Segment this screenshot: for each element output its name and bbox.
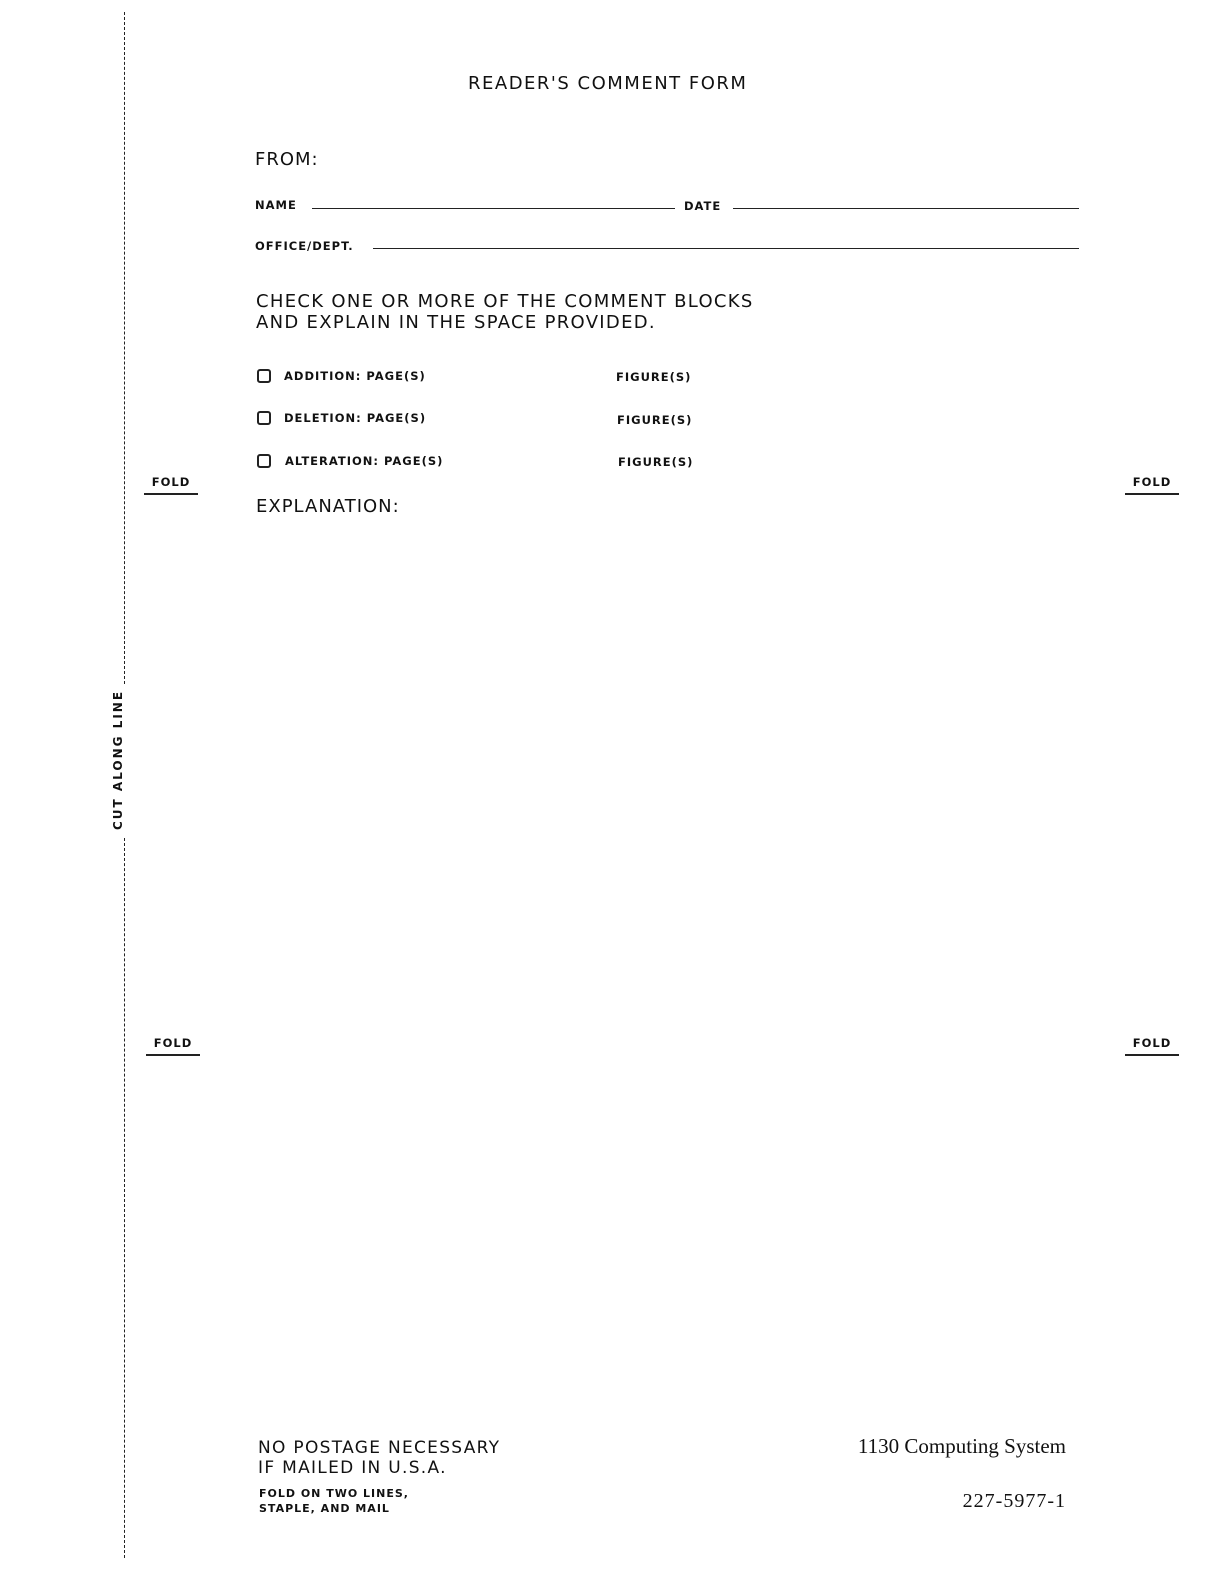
addition-checkbox[interactable] xyxy=(257,369,271,383)
office-dept-field[interactable] xyxy=(373,248,1079,249)
deletion-checkbox[interactable] xyxy=(257,411,271,425)
alteration-label: ALTERATION: PAGE(S) xyxy=(285,454,444,468)
postage-line-2: IF MAILED IN U.S.A. xyxy=(258,1458,447,1478)
alteration-figure-label: FIGURE(S) xyxy=(618,455,694,469)
fold-label: FOLD xyxy=(153,1036,193,1050)
explanation-area[interactable] xyxy=(256,530,1080,1010)
fold-rule xyxy=(1125,1054,1179,1056)
cut-line-lower xyxy=(124,838,125,1558)
deletion-figure-label: FIGURE(S) xyxy=(617,413,693,427)
fold-instructions-line-1: FOLD ON TWO LINES, xyxy=(259,1487,409,1500)
cut-line-upper xyxy=(124,12,125,684)
fold-mark-right-lower xyxy=(1125,1036,1179,1056)
from-label: FROM: xyxy=(255,149,319,170)
alteration-checkbox[interactable] xyxy=(257,454,271,468)
fold-mark-left-upper xyxy=(144,475,198,495)
addition-figure-label: FIGURE(S) xyxy=(616,370,692,384)
fold-label: FOLD xyxy=(1132,1036,1172,1050)
fold-label: FOLD xyxy=(1132,475,1172,489)
explanation-label: EXPLANATION: xyxy=(256,496,400,517)
deletion-label: DELETION: PAGE(S) xyxy=(284,411,427,425)
instructions-line-1: CHECK ONE OR MORE OF THE COMMENT BLOCKS xyxy=(256,291,754,312)
fold-rule xyxy=(146,1054,200,1056)
form-number: 227-5977-1 xyxy=(962,1490,1066,1512)
postage-notice xyxy=(258,1438,500,1478)
fold-instructions-line-2: STAPLE, AND MAIL xyxy=(259,1502,390,1515)
fold-mark-right-upper xyxy=(1125,475,1179,495)
cut-along-line-label: CUT ALONG LINE xyxy=(111,689,125,831)
date-label: DATE xyxy=(684,199,722,213)
postage-line-1: NO POSTAGE NECESSARY xyxy=(258,1438,501,1458)
instructions-line-2: AND EXPLAIN IN THE SPACE PROVIDED. xyxy=(256,312,656,333)
addition-label: ADDITION: PAGE(S) xyxy=(284,369,426,383)
fold-mark-left-lower xyxy=(146,1036,200,1056)
fold-rule xyxy=(144,493,198,495)
name-field[interactable] xyxy=(312,208,675,209)
form-title: READER'S COMMENT FORM xyxy=(468,73,748,94)
instructions xyxy=(256,291,754,333)
office-dept-label: OFFICE/DEPT. xyxy=(255,239,354,253)
fold-label: FOLD xyxy=(151,475,191,489)
system-name: 1130 Computing System xyxy=(857,1434,1066,1458)
fold-rule xyxy=(1125,493,1179,495)
name-label: NAME xyxy=(255,198,297,212)
fold-instructions xyxy=(259,1486,409,1516)
date-field[interactable] xyxy=(733,208,1079,209)
